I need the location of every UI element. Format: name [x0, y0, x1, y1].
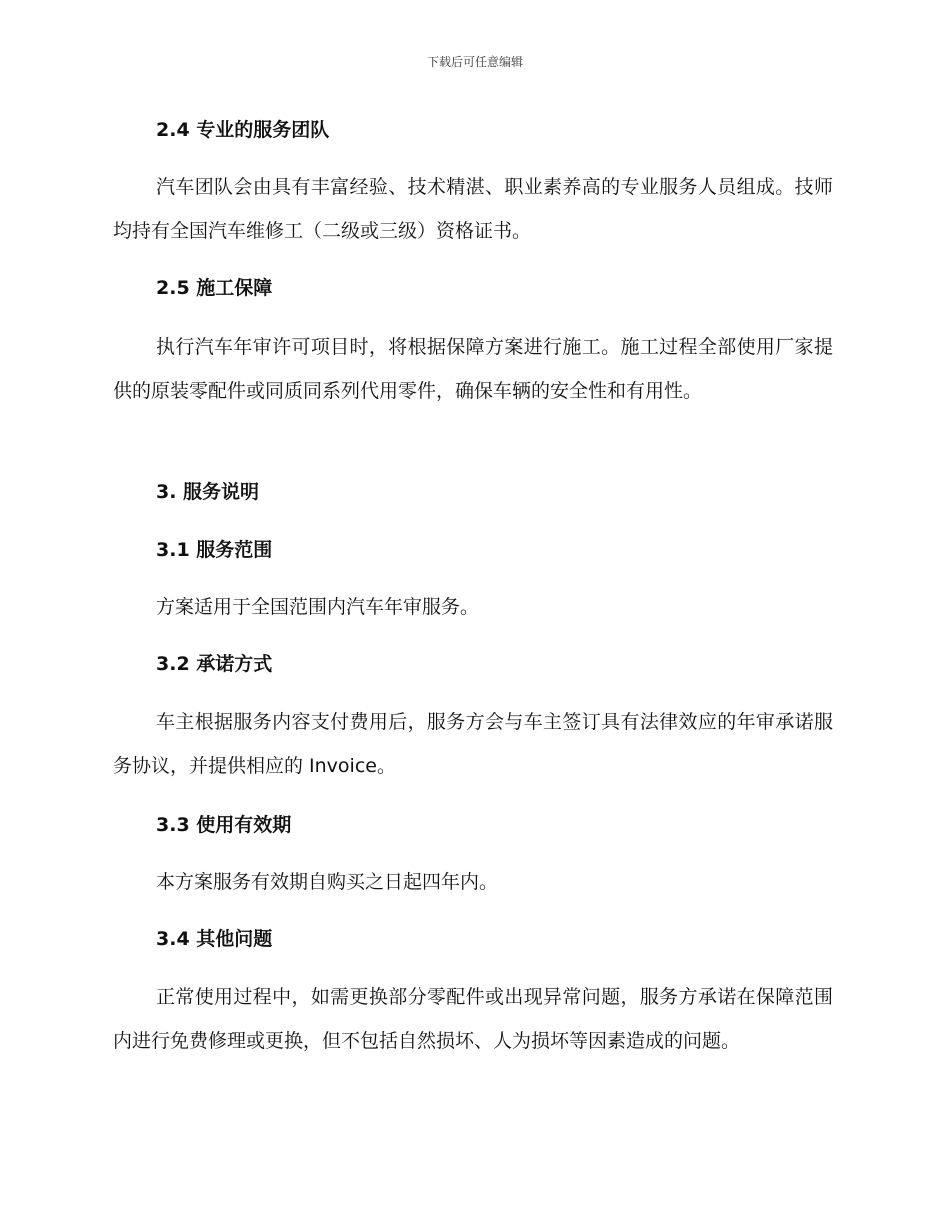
section-heading-2-5: 2.5 施工保障 — [156, 277, 273, 299]
section-heading-3-1: 3.1 服务范围 — [156, 539, 273, 561]
section-body-2-5: 执行汽车年审许可项目时，将根据保障方案进行施工。施工过程全部使用厂家提供的原装零配件或同质同系列代用零件，确保车辆的安全性和有用性。 — [113, 336, 833, 402]
section-heading-3: 3. 服务说明 — [156, 481, 260, 503]
section-body-3-1: 方案适用于全国范围内汽车年审服务。 — [156, 596, 480, 618]
section-body-3-3: 本方案服务有效期自购买之日起四年内。 — [156, 871, 499, 893]
header-note: 下载后可任意编辑 — [426, 55, 523, 69]
section-body-3-2: 车主根据服务内容支付费用后，服务方会与车主签订具有法律效应的年审承诺服务协议，并提供相应的 Invoice。 — [113, 711, 833, 777]
section-heading-3-4: 3.4 其他问题 — [156, 928, 273, 950]
section-heading-3-2: 3.2 承诺方式 — [156, 653, 273, 675]
section-body-3-4: 正常使用过程中，如需更换部分零配件或出现异常问题，服务方承诺在保障范围内进行免费修理或更换，但不包括自然损坏、人为损坏等因素造成的问题。 — [113, 986, 833, 1052]
section-heading-2-4: 2.4 专业的服务团队 — [156, 119, 330, 141]
section-body-2-4: 汽车团队会由具有丰富经验、技术精湛、职业素养高的专业服务人员组成。技师均持有全国汽车维修工（二级或三级）资格证书。 — [113, 176, 833, 242]
section-heading-3-3: 3.3 使用有效期 — [156, 814, 292, 836]
